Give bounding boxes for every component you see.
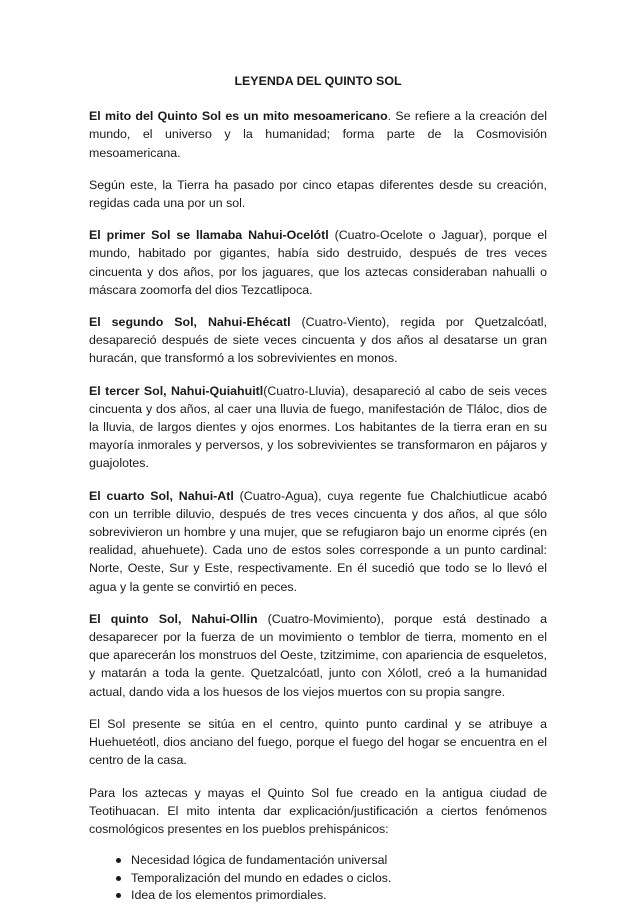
list-item: [116, 887, 547, 905]
paragraph-text: El Sol presente se sitúa en el centro, quinto punto cardinal y se atribuye a Huehuetéotl, dios anciano del fuego, porque el fuego del hogar se encuentra en el centro de la casa.: [89, 716, 547, 768]
document-title: LEYENDA DEL QUINTO SOL: [234, 74, 402, 88]
paragraph-present-sun: [89, 715, 547, 770]
list-item-text: Idea de los elementos primordiales.: [131, 888, 327, 903]
paragraph-text: (Cuatro-Ocelote o Jaguar), porque el mundo, habitado por gigantes, había sido destruido, después de tres veces cincuenta y dos años, por los jaguares, que los aztecas consideraban nahualli o máscara zoomorfa del dios Tezcatlipoca.: [89, 228, 547, 297]
paragraph-third-sun: [89, 382, 547, 473]
list-item-text: Necesidad lógica de fundamentación universal: [131, 853, 388, 868]
paragraph-lead: El mito del Quinto Sol es un mito mesoamericano: [89, 109, 388, 124]
paragraph-lead: El cuarto Sol, Nahui-Atl: [89, 488, 234, 503]
bullet-icon: [116, 893, 121, 898]
document-body: [89, 107, 547, 838]
bullet-icon: [116, 876, 121, 881]
paragraph-second-sun: [89, 313, 547, 368]
list-item: [116, 852, 547, 870]
paragraph-fifth-sun: [89, 610, 547, 701]
paragraph-lead: El primer Sol se llamaba Nahui-Ocelótl: [89, 228, 329, 243]
document-page: [89, 72, 547, 905]
list-item: [116, 870, 547, 888]
paragraph-text: . Se refiere a la creación del mundo, el universo y la humanidad; forma parte de la Cosmovisión mesoamericana.: [89, 109, 548, 160]
paragraph-lead: El quinto Sol, Nahui-Ollin: [89, 611, 258, 626]
paragraph-text: (Cuatro-Viento), regida por Quetzalcóatl, desapareció después de siete veces cincuenta y dos años al desatarse un gran huracán, que transformó a los sobrevivientes en monos.: [89, 315, 548, 366]
paragraph-text: (Cuatro-Movimiento), porque está destinado a desaparecer por la fuerza de un movimiento o temblor de tierra, momento en el que aparecerán los monstruos del Oeste, tzitzimime, con apariencia de esqueletos, y matarán a toda la gente. Quetzalcóatl, junto con Xólotl, creó a la humanidad actual, dando vida a los huesos de los viejos muertos con su propia sangre.: [89, 611, 547, 699]
paragraph-fourth-sun: [89, 487, 547, 596]
paragraph-lead: El tercer Sol, Nahui-Quiahuitl: [89, 383, 264, 398]
paragraph-stages: [89, 176, 547, 212]
bullet-icon: [116, 858, 121, 863]
paragraph-text: Para los aztecas y mayas el Quinto Sol fue creado en la antigua ciudad de Teotihuacan. El mito intenta dar explicación/justificación a ciertos fenómenos cosmológicos presentes en los pueblos prehispánicos:: [89, 785, 547, 836]
bullet-list: [89, 852, 547, 905]
list-item-text: Temporalización del mundo en edades o ciclos.: [131, 870, 392, 885]
paragraph-text: Según este, la Tierra ha pasado por cinco etapas diferentes desde su creación, regidas cada una por un sol.: [89, 177, 547, 211]
paragraph-first-sun: [89, 226, 547, 299]
paragraph-lead: El segundo Sol, Nahui-Ehécatl: [89, 315, 291, 330]
paragraph-text: (Cuatro-Agua), cuya regente fue Chalchiutlicue acabó con un terrible diluvio, después de tres veces cincuenta y dos años, al que sólo sobrevivieron un hombre y una mujer, que se refugiaron bajo un enorme ciprés (en realidad, ahuehuete). Cada uno de estos soles corresponde a un punto cardinal: Norte, Oeste, Sur y Este, respectivamente. En él sucedió que todo se lo llevó el agua y la gente se convirtió en peces.: [89, 488, 547, 594]
paragraph-teotihuacan: [89, 784, 547, 839]
paragraph-text: (Cuatro-Lluvia), desapareció al cabo de seis veces cincuenta y dos años, al caer una lluvia de fuego, manifestación de Tláloc, dios de la lluvia, de largos dientes y ojos enormes. Los habitantes de la tierra eran en su mayoría inmorales y perversos, y los sobrevivientes se transformaron en pájaros y guajolotes.: [89, 383, 547, 471]
paragraph-intro: [89, 107, 547, 162]
